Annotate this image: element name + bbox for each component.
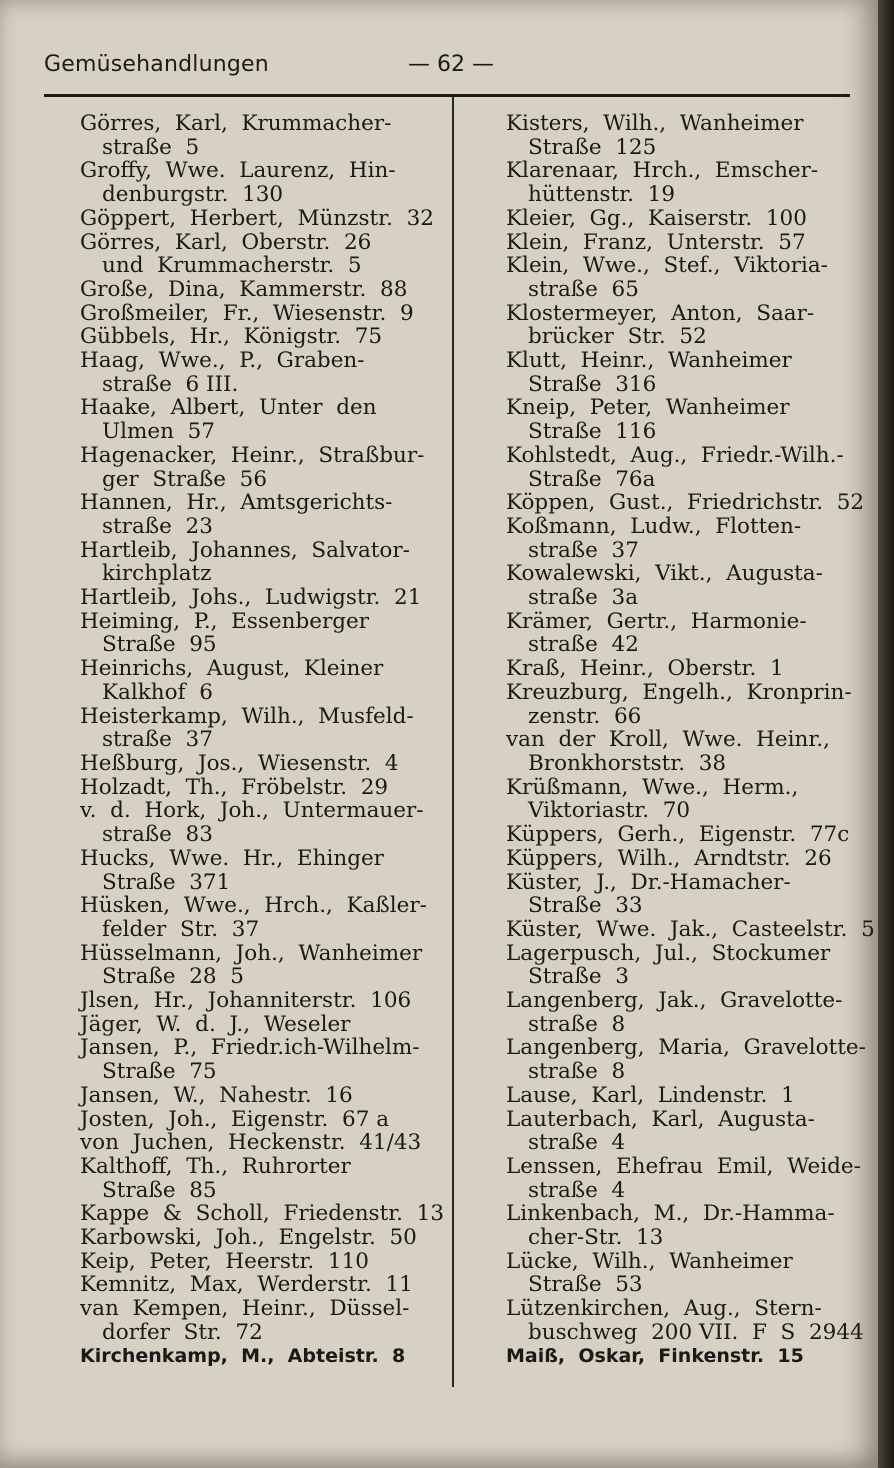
entry-name-line: Heiming, P., Essenberger <box>80 608 370 634</box>
entry-address-line: hüttenstr. 19 <box>528 182 675 208</box>
book-spine-shadow <box>878 0 894 1468</box>
directory-entry <box>506 562 861 609</box>
entry-name-line: Langenberg, Maria, Gravelotte- <box>506 1035 866 1061</box>
page-number: — 62 — <box>408 52 494 77</box>
directory-entry <box>80 159 442 206</box>
directory-entry <box>506 657 861 681</box>
directory-entry <box>506 776 861 823</box>
entry-name-line: Jansen, W., Nahestr. 16 <box>80 1082 353 1108</box>
directory-entry <box>80 989 442 1013</box>
entry-name-line: Klostermeyer, Anton, Saar- <box>506 300 815 326</box>
entry-address-line: straße 6 III. <box>102 371 239 397</box>
right-column <box>506 111 875 1368</box>
entry-name-line: Krüßmann, Wwe., Herm., <box>506 774 799 800</box>
directory-entry <box>506 1108 861 1155</box>
directory-entry <box>506 349 861 396</box>
directory-entry <box>506 1202 861 1249</box>
directory-entry <box>80 1084 442 1108</box>
directory-entry <box>80 491 442 538</box>
entry-name-line: Jlsen, Hr., Johanniterstr. 106 <box>80 988 412 1014</box>
entry-address-line: kirchplatz <box>102 561 212 587</box>
directory-entry <box>506 254 861 301</box>
entry-address-line: cher-Str. 13 <box>528 1225 664 1251</box>
directory-entry <box>80 1013 442 1037</box>
column-divider <box>452 97 454 1387</box>
directory-entry <box>506 515 861 562</box>
entry-name-line: Küster, J., Dr.-Hamacher- <box>506 869 791 895</box>
entry-address-line: brücker Str. 52 <box>528 324 707 350</box>
entry-address-line: straße 3a <box>528 585 639 611</box>
entry-name-line: von Juchen, Heckenstr. 41/43 <box>80 1130 422 1156</box>
entry-address-line: Straße 95 <box>102 632 217 658</box>
directory-entry <box>80 610 442 657</box>
entry-name-line: Gübbels, Hr., Königstr. 75 <box>80 324 383 350</box>
directory-entry <box>80 325 442 349</box>
entry-address-line: felder Str. 37 <box>102 916 260 942</box>
directory-entry <box>80 1131 442 1155</box>
entry-name-line: Küster, Wwe. Jak., Casteelstr. 5 <box>506 916 875 942</box>
directory-entry <box>80 302 442 326</box>
entry-name-line: Kowalewski, Vikt., Augusta- <box>506 561 823 587</box>
entry-address-line: Kalkhof 6 <box>102 679 213 705</box>
entry-name-line: Köppen, Gust., Friedrichstr. 52 <box>506 490 865 516</box>
entry-name-line: Göppert, Herbert, Münzstr. 32 <box>80 205 434 231</box>
directory-entry <box>506 916 875 942</box>
entry-name-line: Klein, Wwe., Stef., Viktoria- <box>506 253 828 279</box>
entry-name-line: Görres, Karl, Krummacher- <box>80 111 392 136</box>
directory-entry <box>506 159 861 206</box>
entry-address-line: Straße 125 <box>528 134 657 160</box>
entry-address-line: Straße 75 <box>102 1059 217 1085</box>
entry-address-line: Straße 371 <box>102 869 231 895</box>
entry-name-line: Jäger, W. d. J., Weseler <box>80 1011 351 1037</box>
directory-entry <box>506 681 861 728</box>
directory-entry <box>506 610 861 657</box>
directory-entry <box>80 112 442 159</box>
directory-entry <box>80 1036 442 1083</box>
entry-name-line: Karbowski, Joh., Engelstr. 50 <box>80 1225 417 1251</box>
entry-address-line: straße 65 <box>528 276 639 302</box>
directory-entry <box>506 1155 861 1202</box>
entry-address-line: Straße 3 <box>528 964 629 990</box>
directory-entry <box>506 823 861 847</box>
entry-address-line: straße 83 <box>102 822 213 848</box>
entry-address-line: Straße 28 5 <box>102 964 244 990</box>
section-title: Gemüsehandlungen <box>44 52 269 77</box>
entry-name-line: Hüsken, Wwe., Hrch., Kaßler- <box>80 893 427 919</box>
directory-entry <box>80 847 442 894</box>
entry-name-line: Kirchenkamp, M., Abteistr. 8 <box>80 1344 406 1367</box>
directory-entry <box>80 349 442 396</box>
directory-entry <box>506 207 861 231</box>
directory-entry <box>506 1084 861 1108</box>
directory-entry <box>80 539 442 586</box>
directory-entry <box>506 396 861 443</box>
entry-name-line: Linkenbach, M., Dr.-Hamma- <box>506 1201 835 1227</box>
directory-entry <box>506 1250 861 1297</box>
directory-entry <box>506 444 861 491</box>
entry-address-line: straße 8 <box>528 1059 626 1085</box>
directory-entry <box>80 1202 442 1226</box>
entry-address-line: straße 4 <box>528 1177 626 1203</box>
entry-name-line: Kohlstedt, Aug., Friedr.-Wilh.- <box>506 442 844 468</box>
directory-entry <box>506 490 865 516</box>
entry-name-line: Keip, Peter, Heerstr. 110 <box>80 1248 369 1274</box>
entry-name-line: Küppers, Gerh., Eigenstr. 77c <box>506 822 850 848</box>
entry-name-line: van Kempen, Heinr., Düssel- <box>80 1296 410 1322</box>
entry-address-line: straße 37 <box>528 537 639 563</box>
directory-entry <box>506 1296 864 1345</box>
directory-entry <box>506 1345 861 1369</box>
entry-name-line: Lauterbach, Karl, Augusta- <box>506 1106 815 1132</box>
directory-entry <box>506 942 861 989</box>
directory-entry <box>80 894 442 941</box>
directory-entry <box>80 1297 442 1344</box>
directory-entry <box>80 752 442 776</box>
entry-address-line: straße 23 <box>102 513 213 539</box>
entry-name-line: Klarenaar, Hrch., Emscher- <box>506 158 819 184</box>
entry-name-line: Kappe & Scholl, Friedenstr. 13 <box>80 1201 444 1227</box>
entry-address-line: Bronkhorststr. 38 <box>528 750 727 776</box>
entry-name-line: Langenberg, Jak., Gravelotte- <box>506 988 843 1014</box>
entry-name-line: Küppers, Wilh., Arndtstr. 26 <box>506 845 832 871</box>
entry-name-line: Lenssen, Ehefrau Emil, Weide- <box>506 1153 861 1179</box>
entry-name-line: Koßmann, Ludw., Flotten- <box>506 513 802 539</box>
left-column <box>80 112 442 1368</box>
entry-name-line: Kemnitz, Max, Werderstr. 11 <box>80 1272 413 1298</box>
directory-entry <box>80 586 442 610</box>
entry-address-line: buschweg 200 VII. F S 2944 <box>528 1319 864 1345</box>
entry-address-line: denburgstr. 130 <box>102 182 284 208</box>
entry-name-line: Haag, Wwe., P., Graben- <box>80 348 365 374</box>
directory-entry <box>80 776 442 800</box>
entry-name-line: Lause, Karl, Lindenstr. 1 <box>506 1082 795 1108</box>
entry-address-line: straße 4 <box>528 1130 626 1156</box>
entry-address-line: ger Straße 56 <box>102 466 268 492</box>
directory-entry <box>80 1108 442 1132</box>
entry-name-line: Krämer, Gertr., Harmonie- <box>506 608 807 634</box>
entry-name-line: Hartleib, Johs., Ludwigstr. 21 <box>80 585 422 611</box>
entry-name-line: Klutt, Heinr., Wanheimer <box>506 348 792 374</box>
directory-entry <box>80 799 442 846</box>
entry-address-line: straße 42 <box>528 632 639 658</box>
entry-name-line: Hüsselmann, Joh., Wanheimer <box>80 940 423 966</box>
entry-address-line: dorfer Str. 72 <box>102 1319 263 1345</box>
directory-entry <box>80 705 442 752</box>
page-header <box>44 52 850 92</box>
directory-entry <box>506 231 861 255</box>
entry-name-line: Josten, Joh., Eigenstr. 67 a <box>80 1106 390 1132</box>
entry-name-line: van der Kroll, Wwe. Heinr., <box>506 727 830 753</box>
directory-entry <box>506 302 861 349</box>
entry-name-line: Klein, Franz, Unterstr. 57 <box>506 229 806 255</box>
entry-name-line: Lagerpusch, Jul., Stockumer <box>506 940 831 966</box>
directory-entry <box>506 112 861 159</box>
entry-name-line: Heisterkamp, Wilh., Musfeld- <box>80 703 414 729</box>
entry-address-line: Straße 33 <box>528 893 643 919</box>
entry-name-line: Große, Dina, Kammerstr. 88 <box>80 276 408 302</box>
entry-name-line: Kisters, Wilh., Wanheimer <box>506 111 804 136</box>
entry-name-line: Maiß, Oskar, Finkenstr. 15 <box>506 1344 804 1367</box>
entry-name-line: Holzadt, Th., Fröbelstr. 29 <box>80 774 389 800</box>
entry-name-line: Lücke, Wilh., Wanheimer <box>506 1248 793 1274</box>
entry-address-line: straße 5 <box>102 134 200 160</box>
directory-entry <box>80 231 442 278</box>
directory-entry <box>80 207 442 231</box>
entry-address-line: straße 37 <box>102 727 213 753</box>
entry-name-line: Heinrichs, August, Kleiner <box>80 656 384 682</box>
directory-entry <box>80 657 442 704</box>
directory-entry <box>80 444 442 491</box>
directory-entry <box>506 871 861 918</box>
directory-entry <box>80 1345 442 1369</box>
entry-name-line: Hartleib, Johannes, Salvator- <box>80 537 410 563</box>
entry-name-line: Kreuzburg, Engelh., Kronprin- <box>506 679 852 705</box>
entry-name-line: Kraß, Heinr., Oberstr. 1 <box>506 656 784 682</box>
entry-address-line: Straße 316 <box>528 371 657 397</box>
entry-address-line: Straße 85 <box>102 1177 217 1203</box>
entry-address-line: und Krummacherstr. 5 <box>102 253 362 279</box>
directory-entry <box>80 1250 442 1274</box>
entry-name-line: Görres, Karl, Oberstr. 26 <box>80 229 372 255</box>
entry-name-line: Hagenacker, Heinr., Straßbur- <box>80 442 425 468</box>
entry-name-line: Großmeiler, Fr., Wiesenstr. 9 <box>80 300 414 326</box>
entry-address-line: straße 8 <box>528 1011 626 1037</box>
entry-name-line: Hannen, Hr., Amtsgerichts- <box>80 490 393 516</box>
directory-entry <box>80 942 442 989</box>
directory-entry <box>506 728 861 775</box>
entry-address-line: Straße 116 <box>528 419 657 445</box>
entry-name-line: Heßburg, Jos., Wiesenstr. 4 <box>80 750 399 776</box>
directory-entry <box>80 1273 442 1297</box>
entry-name-line: Kleier, Gg., Kaiserstr. 100 <box>506 205 807 231</box>
entry-name-line: v. d. Hork, Joh., Untermauer- <box>80 798 424 824</box>
entry-name-line: Jansen, P., Friedr.ich-Wilhelm- <box>80 1035 420 1061</box>
directory-entry <box>506 847 861 871</box>
header-rule <box>44 94 850 97</box>
directory-entry <box>80 278 442 302</box>
entry-name-line: Kneip, Peter, Wanheimer <box>506 395 790 421</box>
entry-address-line: Viktoriastr. 70 <box>528 798 691 824</box>
entry-address-line: Ulmen 57 <box>102 419 215 445</box>
directory-entry <box>80 396 442 443</box>
entry-name-line: Kalthoff, Th., Ruhrorter <box>80 1153 351 1179</box>
directory-entry <box>506 989 861 1036</box>
entry-address-line: Straße 53 <box>528 1272 643 1298</box>
entry-name-line: Groffy, Wwe. Laurenz, Hin- <box>80 158 396 184</box>
directory-entry <box>80 1226 442 1250</box>
directory-entry <box>506 1035 866 1085</box>
entry-name-line: Haake, Albert, Unter den <box>80 395 377 421</box>
entry-address-line: zenstr. 66 <box>528 703 642 729</box>
entry-address-line: Straße 76a <box>528 466 656 492</box>
directory-entry <box>80 1155 442 1202</box>
entry-name-line: Hucks, Wwe. Hr., Ehinger <box>80 845 384 871</box>
entry-name-line: Lützenkirchen, Aug., Stern- <box>506 1296 822 1322</box>
